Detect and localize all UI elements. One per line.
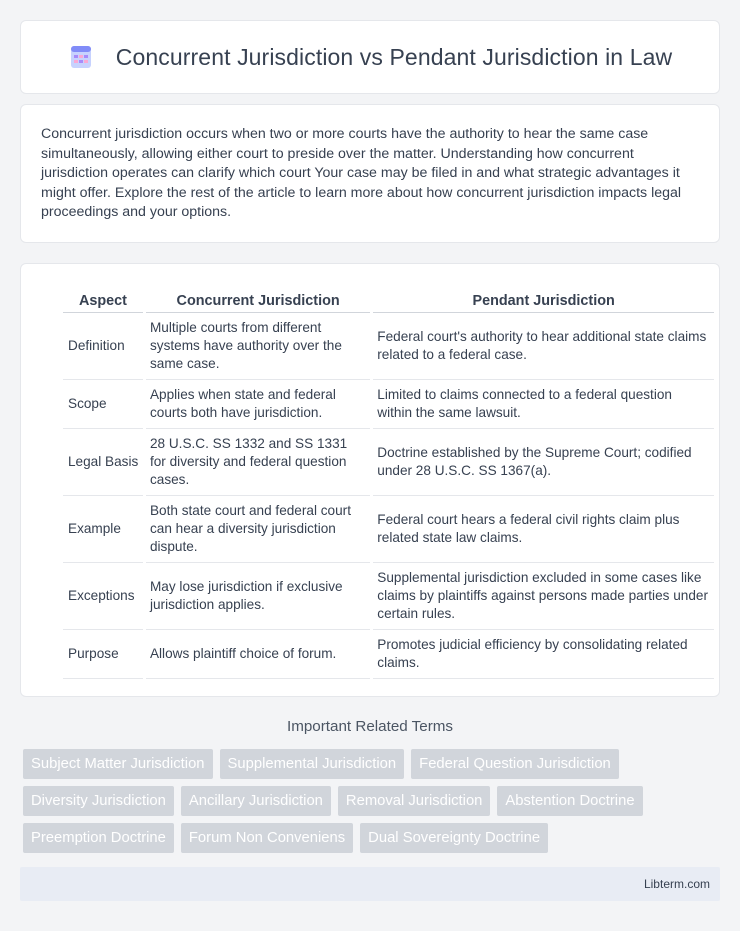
table-grid-icon xyxy=(68,44,94,70)
cell-concurrent: Applies when state and federal courts both have jurisdiction. xyxy=(146,380,370,429)
related-terms-list xyxy=(23,749,723,860)
comparison-table-card xyxy=(20,263,720,697)
tag-federal-question-jurisdiction[interactable]: Federal Question Jurisdiction xyxy=(411,749,619,779)
tag-diversity-jurisdiction[interactable]: Diversity Jurisdiction xyxy=(23,786,174,816)
comparison-table xyxy=(60,285,717,679)
tag-preemption-doctrine[interactable]: Preemption Doctrine xyxy=(23,823,174,853)
tag-row xyxy=(23,823,723,853)
tag-subject-matter-jurisdiction[interactable]: Subject Matter Jurisdiction xyxy=(23,749,213,779)
cell-concurrent: May lose jurisdiction if exclusive jurisdiction applies. xyxy=(146,563,370,630)
tag-abstention-doctrine[interactable]: Abstention Doctrine xyxy=(497,786,642,816)
tag-row xyxy=(23,749,723,779)
cell-pendant: Supplemental jurisdiction excluded in some cases like claims by plaintiffs against persons made parties under certain rules. xyxy=(373,563,714,630)
footer-site-link[interactable]: Libterm.com xyxy=(643,877,710,891)
tag-forum-non-conveniens[interactable]: Forum Non Conveniens xyxy=(181,823,353,853)
table-header-row xyxy=(63,285,714,313)
header-pendant: Pendant Jurisdiction xyxy=(373,285,714,313)
cell-pendant: Doctrine established by the Supreme Court; codified under 28 U.S.C. SS 1367(a). xyxy=(373,429,714,496)
tag-ancillary-jurisdiction[interactable]: Ancillary Jurisdiction xyxy=(181,786,331,816)
cell-aspect: Scope xyxy=(63,380,143,429)
cell-pendant: Federal court's authority to hear additional state claims related to a federal case. xyxy=(373,313,714,380)
tag-dual-sovereignty-doctrine[interactable]: Dual Sovereignty Doctrine xyxy=(360,823,548,853)
title-card xyxy=(20,20,720,94)
tag-removal-jurisdiction[interactable]: Removal Jurisdiction xyxy=(338,786,491,816)
header-aspect: Aspect xyxy=(63,285,143,313)
tag-supplemental-jurisdiction[interactable]: Supplemental Jurisdiction xyxy=(220,749,405,779)
table-row xyxy=(63,429,714,496)
cell-concurrent: Multiple courts from different systems have authority over the same case. xyxy=(146,313,370,380)
cell-concurrent: 28 U.S.C. SS 1332 and SS 1331 for diversity and federal question cases. xyxy=(146,429,370,496)
page-title: Concurrent Jurisdiction vs Pendant Jurisdiction in Law xyxy=(115,43,673,70)
cell-concurrent: Allows plaintiff choice of forum. xyxy=(146,630,370,679)
cell-concurrent: Both state court and federal court can hear a diversity jurisdiction dispute. xyxy=(146,496,370,563)
tag-row xyxy=(23,786,723,816)
table-row xyxy=(63,380,714,429)
intro-paragraph: Concurrent jurisdiction occurs when two or more courts have the authority to hear the same case simultaneously, allowing either court to preside over the matter. Understanding how concurrent jurisdiction operates can clarify which court Your case may be filed in and what strategic advantages it might offer. Explore the rest of the article to learn more about how concurrent jurisdiction impacts legal proceedings and your options. xyxy=(41,126,682,220)
cell-aspect: Definition xyxy=(63,313,143,380)
cell-pendant: Limited to claims connected to a federal question within the same lawsuit. xyxy=(373,380,714,429)
table-row xyxy=(63,563,714,630)
table-row xyxy=(63,630,714,679)
cell-aspect: Example xyxy=(63,496,143,563)
cell-aspect: Legal Basis xyxy=(63,429,143,496)
related-terms-title: Important Related Terms xyxy=(286,718,453,735)
table-row xyxy=(63,313,714,380)
cell-aspect: Exceptions xyxy=(63,563,143,630)
table-row xyxy=(63,496,714,563)
footer xyxy=(20,867,720,901)
cell-pendant: Promotes judicial efficiency by consolidating related claims. xyxy=(373,630,714,679)
intro-card xyxy=(20,104,720,243)
header-concurrent: Concurrent Jurisdiction xyxy=(146,285,370,313)
cell-pendant: Federal court hears a federal civil rights claim plus related state law claims. xyxy=(373,496,714,563)
cell-aspect: Purpose xyxy=(63,630,143,679)
